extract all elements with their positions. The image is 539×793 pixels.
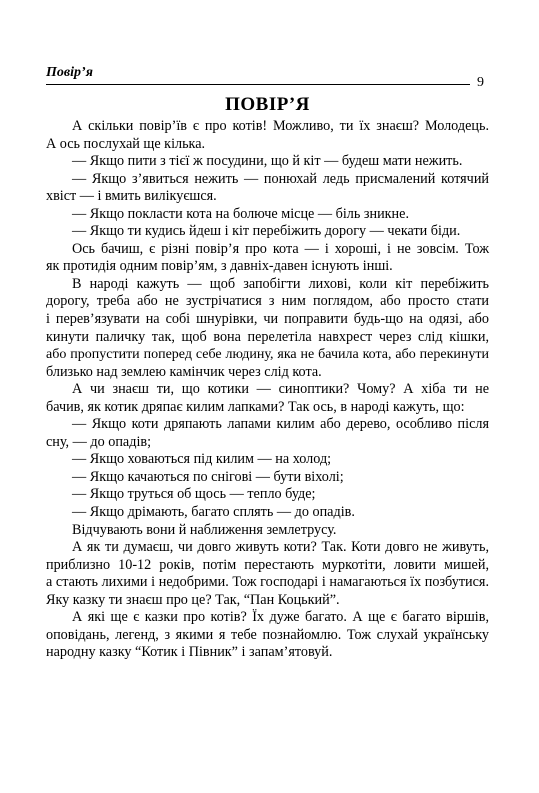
text-line: або пропустити поперед себе людину, яка не бачила кота, або перекинути [46,347,489,363]
paragraph [46,153,489,171]
paragraph [46,504,489,522]
text-line: — Якщо ти кудись йдеш і кіт перебіжить дорогу — чекати біди. [72,223,461,240]
section-title: ПОВІР’Я [225,94,310,115]
paragraph [46,522,489,540]
running-head-title: Повір’я [46,65,93,80]
paragraph [46,469,489,487]
text-line: — Якщо труться об щось — тепло буде; [72,486,316,503]
text-line: — Якщо коти дряпають лапами килим або дерево, особливо після [72,416,489,433]
text-line: кинути паличку так, щоб вона перелетіла навхрест через слід кішки, [46,328,489,345]
header-rule [46,84,470,85]
text-line: А ось послухай ще кілька. [46,135,206,152]
text-line: А скільки повір’їв є про котів! Можливо, ти їх знаєш? Молодець. [72,118,489,134]
paragraph [46,381,489,416]
text-line: А які ще є казки про котів? Їх дуже багато. А ще є багато віршів, [72,609,489,626]
text-line: Ось бачиш, є різні повір’я про кота — і хороші, і не зовсім. Тож [72,240,489,257]
paragraph [46,276,489,381]
text-line: і перев’язувати на собі шнурівки, чи поправити будь-що на одязі, або [46,311,489,328]
text-line: В народі кажуть — щоб запобігти лихові, коли кіт перебіжить [72,275,489,292]
text-line: сну, — до опадів; [46,433,152,450]
text-line: а стають лихими і недобрими. Тож господарі і намагаються їх позбутися. [46,574,489,591]
paragraph [46,241,489,276]
text-line: як протидія одним повір’ям, з давніх-давен існують інші. [46,258,393,275]
text-line: Відчувають вони й наближення землетрусу. [72,521,337,538]
text-line: бачив, як котик дряпає килим лапками? Так ось, в народі кажуть, що: [46,398,465,415]
text-line: — Якщо покласти кота на болюче місце — біль зникне. [72,205,409,222]
text-line: народну казку “Котик і Півник” і запам’ятовуй. [46,644,333,661]
paragraph [46,171,489,206]
paragraph [46,486,489,504]
text-line: — Якщо з’явиться нежить — понюхай ледь присмалений котячий [72,170,489,187]
text-line: — Якщо ховаються під килим — на холод; [72,451,332,468]
text-line: оповідань, легенд, з якими я тебе познайомлю. Тож слухай українську [46,626,489,643]
paragraph [46,223,489,241]
paragraph [46,118,489,153]
text-line: хвіст — і вмить вилікуєшся. [46,188,217,205]
paragraph [46,206,489,224]
text-line: близько над землею камінчик через слід кота. [46,363,322,380]
text-line: А як ти думаєш, чи довго живуть коти? Так. Коти довго не живуть, [72,539,489,556]
text-line: Яку казку ти знаєш про це? Так, “Пан Коцький”. [46,591,340,608]
page-number: 9 [477,75,484,90]
text-line: А чи знаєш ти, що котики — синоптики? Чому? А хіба ти не [72,381,489,398]
paragraph [46,539,489,609]
paragraph [46,609,489,662]
text-line: — Якщо пити з тієї ж посудини, що й кіт — будеш мати нежить. [72,153,463,170]
text-line: приблизно 10-12 років, потім перестають муркотіти, ловити мишей, [46,556,489,573]
text-line: дорогу, треба або не зустрічатися з ним поглядом, або просто стати [46,293,489,310]
text-line: — Якщо качаються по снігові — бути віхолі; [72,468,344,485]
article-body [46,118,489,662]
paragraph [46,451,489,469]
paragraph [46,416,489,451]
text-line: — Якщо дрімають, багато сплять — до опадів. [72,504,355,521]
